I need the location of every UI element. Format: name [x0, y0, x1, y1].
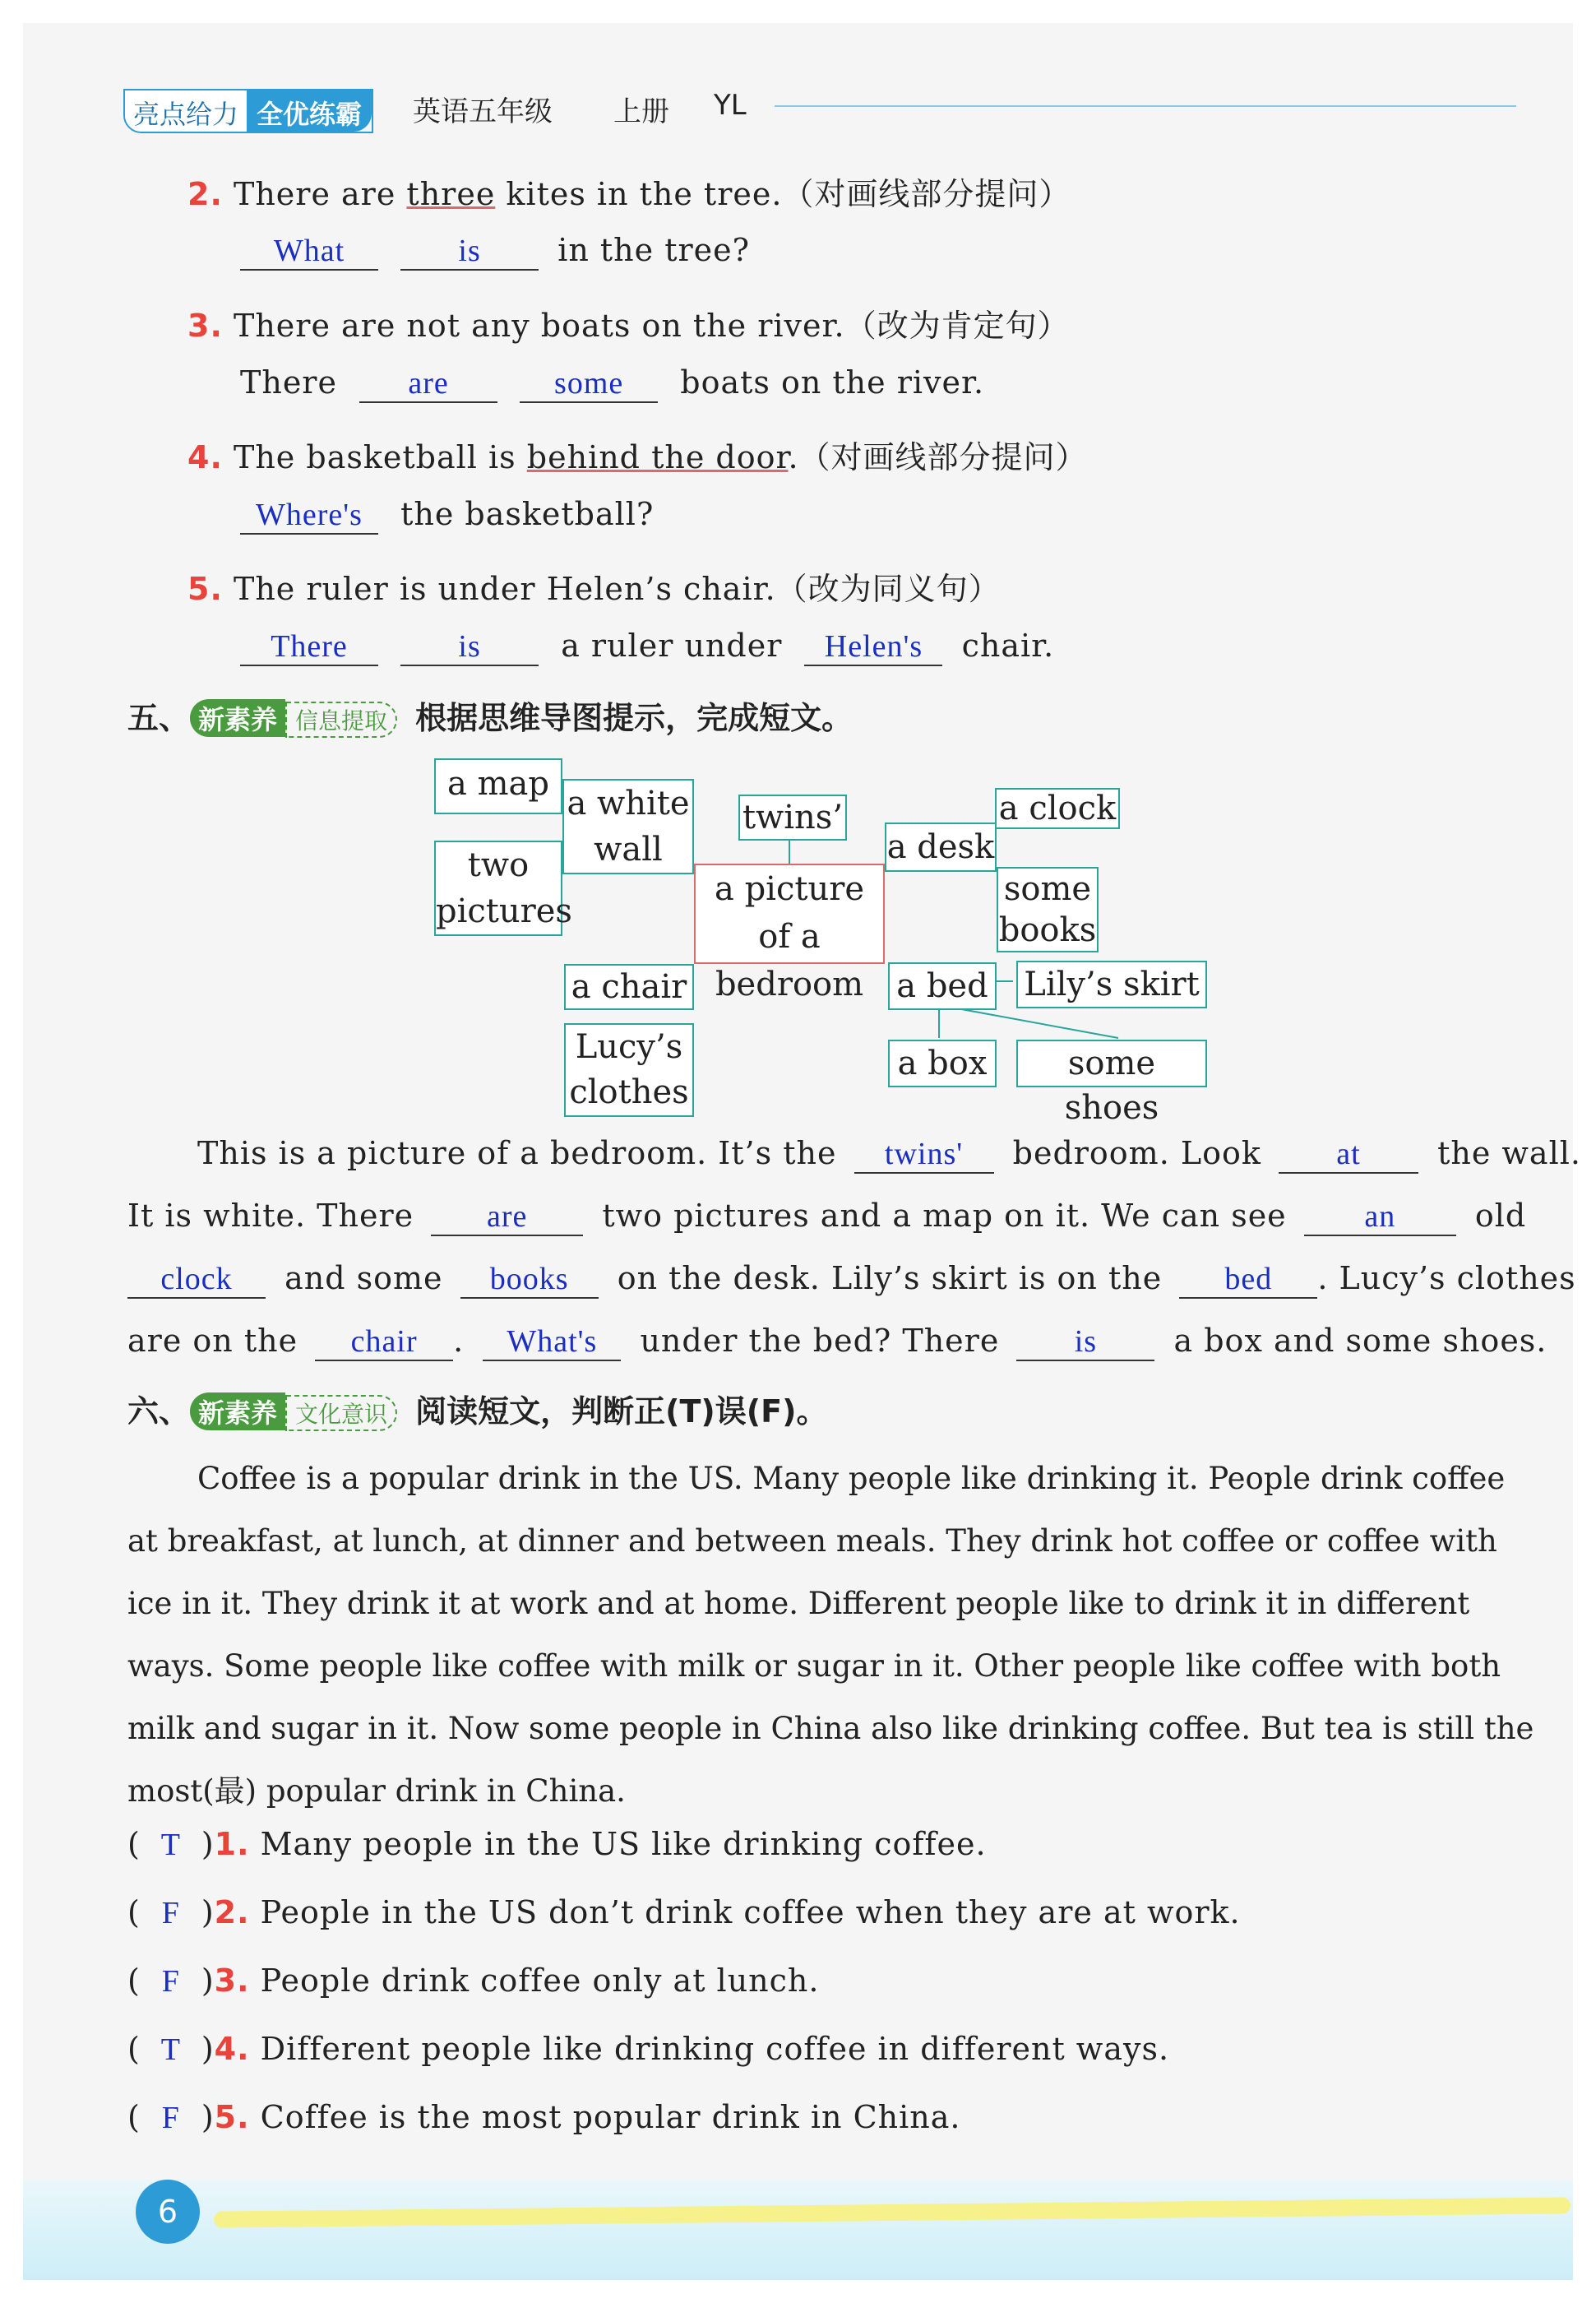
- q4-text-a: The basketball is: [233, 439, 527, 475]
- passage-line: ways. Some people like coffee with milk or sugar in it. Other people like coffee with both: [127, 1648, 1501, 1684]
- q5-answer-row: [240, 628, 1054, 666]
- tf-number: 1.: [214, 1826, 250, 1862]
- node-two-pictures: two pictures: [434, 841, 562, 936]
- cloze-text: bedroom. Look: [1012, 1135, 1261, 1171]
- cloze-text: and some: [285, 1260, 443, 1296]
- tf-paren-close: ): [201, 2031, 215, 2067]
- q4-underlined: behind the door: [526, 439, 789, 475]
- node-a-map: a map: [434, 758, 562, 814]
- cloze-text: the wall.: [1437, 1135, 1581, 1171]
- cloze-line-1: [197, 1135, 1581, 1174]
- q5-note: （改为同义句）: [775, 571, 1001, 607]
- section5-label: 五、: [127, 700, 191, 736]
- brand-series: 全优练霸: [247, 90, 372, 132]
- q5-blank-3[interactable]: Helen's: [804, 628, 942, 666]
- cloze-blank-7[interactable]: bed: [1179, 1261, 1317, 1299]
- node-a-bed: a bed: [888, 962, 997, 1010]
- reading-passage: [127, 1448, 1534, 1823]
- q3-lead: There: [240, 364, 337, 401]
- cloze-text: It is white. There: [127, 1198, 414, 1234]
- cloze-text: .: [453, 1323, 465, 1359]
- tf-number: 2.: [214, 1894, 250, 1930]
- footer-band: [23, 2180, 1573, 2280]
- section6-tag: 新素养: [190, 1392, 285, 1430]
- tf-paren-close: ): [201, 1962, 215, 1999]
- section5-tag: 新素养: [190, 699, 285, 737]
- tf-paren-open: (: [127, 1894, 141, 1930]
- tf-paren-close: ): [201, 1826, 215, 1862]
- q2-note: （对画线部分提问）: [782, 176, 1071, 212]
- cloze-blank-6[interactable]: books: [460, 1261, 599, 1299]
- tf-item: [127, 1894, 1241, 1931]
- tf-answer[interactable]: F: [161, 1964, 180, 1999]
- q2-text-b: kites in the tree.: [495, 176, 783, 212]
- q4-number: 4.: [187, 439, 223, 475]
- tf-item: [127, 1962, 819, 1999]
- tf-statement: Coffee is the most popular drink in China.: [260, 2099, 961, 2135]
- q5-statement: [187, 563, 1001, 609]
- q4-tail: the basketball?: [400, 496, 655, 532]
- page-number: 6: [157, 2194, 178, 2230]
- node-center-bedroom: a picture of a bedroom: [694, 864, 885, 964]
- section5-tag-sub: 信息提取: [285, 702, 397, 738]
- node-some-books: some books: [997, 867, 1099, 952]
- q5-text: The ruler is under Helen’s chair.: [233, 571, 776, 607]
- q5-tail: chair.: [961, 628, 1055, 664]
- header-rule: [775, 105, 1516, 107]
- section6-heading: [127, 1386, 828, 1431]
- tf-paren-close: ): [201, 2099, 215, 2135]
- tf-paren-open: (: [127, 1826, 141, 1862]
- node-white-wall: a white wall: [562, 779, 694, 874]
- q4-answer-row: [240, 496, 654, 535]
- passage-line: ice in it. They drink it at work and at home. Different people like to drink it in different: [127, 1586, 1470, 1621]
- q2-blank-2[interactable]: is: [400, 233, 539, 271]
- cloze-line-3: [127, 1260, 1576, 1299]
- tf-item: [127, 2099, 960, 2136]
- passage-line: most(最) popular drink in China.: [127, 1773, 626, 1809]
- tf-answer[interactable]: F: [161, 2101, 180, 2135]
- cloze-text: . Lucy’s clothes: [1317, 1260, 1576, 1296]
- cloze-blank-9[interactable]: What's: [483, 1323, 621, 1361]
- cloze-blank-2[interactable]: at: [1279, 1136, 1418, 1174]
- cloze-text: old: [1474, 1198, 1527, 1234]
- tf-paren-open: (: [127, 2099, 141, 2135]
- tf-number: 4.: [214, 2031, 250, 2067]
- tf-number: 5.: [214, 2099, 250, 2135]
- tf-statement: Many people in the US like drinking coffee.: [260, 1826, 987, 1862]
- q5-blank-1[interactable]: There: [240, 628, 378, 666]
- section5-instruction: 根据思维导图提示，完成短文。: [415, 700, 854, 736]
- cloze-text: under the bed? There: [640, 1323, 1000, 1359]
- node-a-clock: a clock: [995, 788, 1120, 829]
- q4-text-b: .: [788, 439, 799, 475]
- header-edition: YL: [714, 89, 747, 122]
- section6-instruction: 阅读短文，判断正(T)误(F)。: [415, 1393, 828, 1430]
- node-some-shoes: some shoes: [1016, 1040, 1207, 1087]
- q2-tail: in the tree?: [557, 232, 750, 268]
- cloze-blank-5[interactable]: clock: [127, 1261, 266, 1299]
- tf-paren-close: ): [201, 1894, 215, 1930]
- tf-statement: People drink coffee only at lunch.: [260, 1962, 820, 1999]
- cloze-blank-1[interactable]: twins': [854, 1136, 994, 1174]
- node-lucys-clothes: Lucy’s clothes: [564, 1023, 694, 1117]
- header-subject: 英语五年级: [413, 95, 553, 128]
- q3-blank-1[interactable]: are: [359, 365, 497, 403]
- tf-paren-open: (: [127, 2031, 141, 2067]
- node-twins: twins’: [738, 795, 847, 841]
- cloze-line-2: [127, 1198, 1526, 1236]
- tf-statement: Different people like drinking coffee in different ways.: [260, 2031, 1170, 2067]
- tf-item: [127, 1826, 987, 1863]
- tf-statement: People in the US don’t drink coffee when they are at work.: [260, 1894, 1241, 1930]
- cloze-text: are on the: [127, 1323, 298, 1359]
- q5-blank-2[interactable]: is: [400, 628, 539, 666]
- brand-name: 亮点给力: [125, 90, 247, 132]
- q2-number: 2.: [187, 176, 223, 212]
- q2-statement: [187, 169, 1071, 214]
- passage-line: Coffee is a popular drink in the US. Many people like drinking it. People drink coffee: [197, 1461, 1506, 1496]
- tf-answer[interactable]: T: [160, 2032, 181, 2067]
- header-volume: 上册: [613, 95, 669, 128]
- cloze-text: two pictures and a map on it. We can see: [602, 1198, 1287, 1234]
- q3-note: （改为肯定句）: [844, 308, 1070, 344]
- node-a-box: a box: [888, 1040, 997, 1087]
- tf-item: [127, 2031, 1169, 2068]
- q3-blank-2[interactable]: some: [520, 365, 658, 403]
- q2-underlined: three: [406, 176, 496, 212]
- cloze-blank-10[interactable]: is: [1016, 1323, 1154, 1361]
- node-a-desk: a desk: [885, 822, 997, 872]
- q2-text-a: There are: [233, 176, 407, 212]
- cloze-text: This is a picture of a bedroom. It’s the: [197, 1135, 837, 1171]
- section6-label: 六、: [127, 1393, 191, 1430]
- cloze-blank-3[interactable]: are: [431, 1198, 583, 1236]
- q2-answer-row: [240, 232, 750, 271]
- cloze-text: on the desk. Lily’s skirt is on the: [617, 1260, 1163, 1296]
- q3-answer-row: [240, 364, 984, 403]
- passage-line: at breakfast, at lunch, at dinner and between meals. They drink hot coffee or coffee with: [127, 1523, 1497, 1559]
- cloze-text: a box and some shoes.: [1173, 1323, 1547, 1359]
- section6-tag-sub: 文化意识: [285, 1395, 397, 1431]
- passage-line: milk and sugar in it. Now some people in China also like drinking coffee. But tea is still the: [127, 1711, 1534, 1746]
- q5-mid: a ruler under: [561, 628, 783, 664]
- tf-answer[interactable]: F: [161, 1896, 180, 1930]
- header: [123, 82, 1521, 132]
- tf-number: 3.: [214, 1962, 250, 1999]
- q4-blank-1[interactable]: Where's: [240, 497, 378, 535]
- brand-badge: [123, 89, 373, 133]
- cloze-blank-8[interactable]: chair: [315, 1323, 453, 1361]
- section5-heading: [127, 693, 853, 738]
- q3-number: 3.: [187, 308, 223, 344]
- node-a-chair: a chair: [564, 964, 694, 1010]
- tf-answer[interactable]: T: [160, 1828, 181, 1862]
- q3-text: There are not any boats on the river.: [233, 308, 845, 344]
- q4-statement: [187, 432, 1088, 477]
- q4-note: （对画线部分提问）: [798, 439, 1088, 475]
- q3-statement: [187, 300, 1070, 345]
- tf-paren-open: (: [127, 1962, 141, 1999]
- cloze-line-4: [127, 1323, 1547, 1361]
- q2-blank-1[interactable]: What: [240, 233, 378, 271]
- q5-number: 5.: [187, 571, 223, 607]
- cloze-blank-4[interactable]: an: [1304, 1198, 1456, 1236]
- node-lilys-skirt: Lily’s skirt: [1016, 961, 1207, 1008]
- page-number-badge: [136, 2180, 200, 2244]
- q3-tail: boats on the river.: [680, 364, 985, 401]
